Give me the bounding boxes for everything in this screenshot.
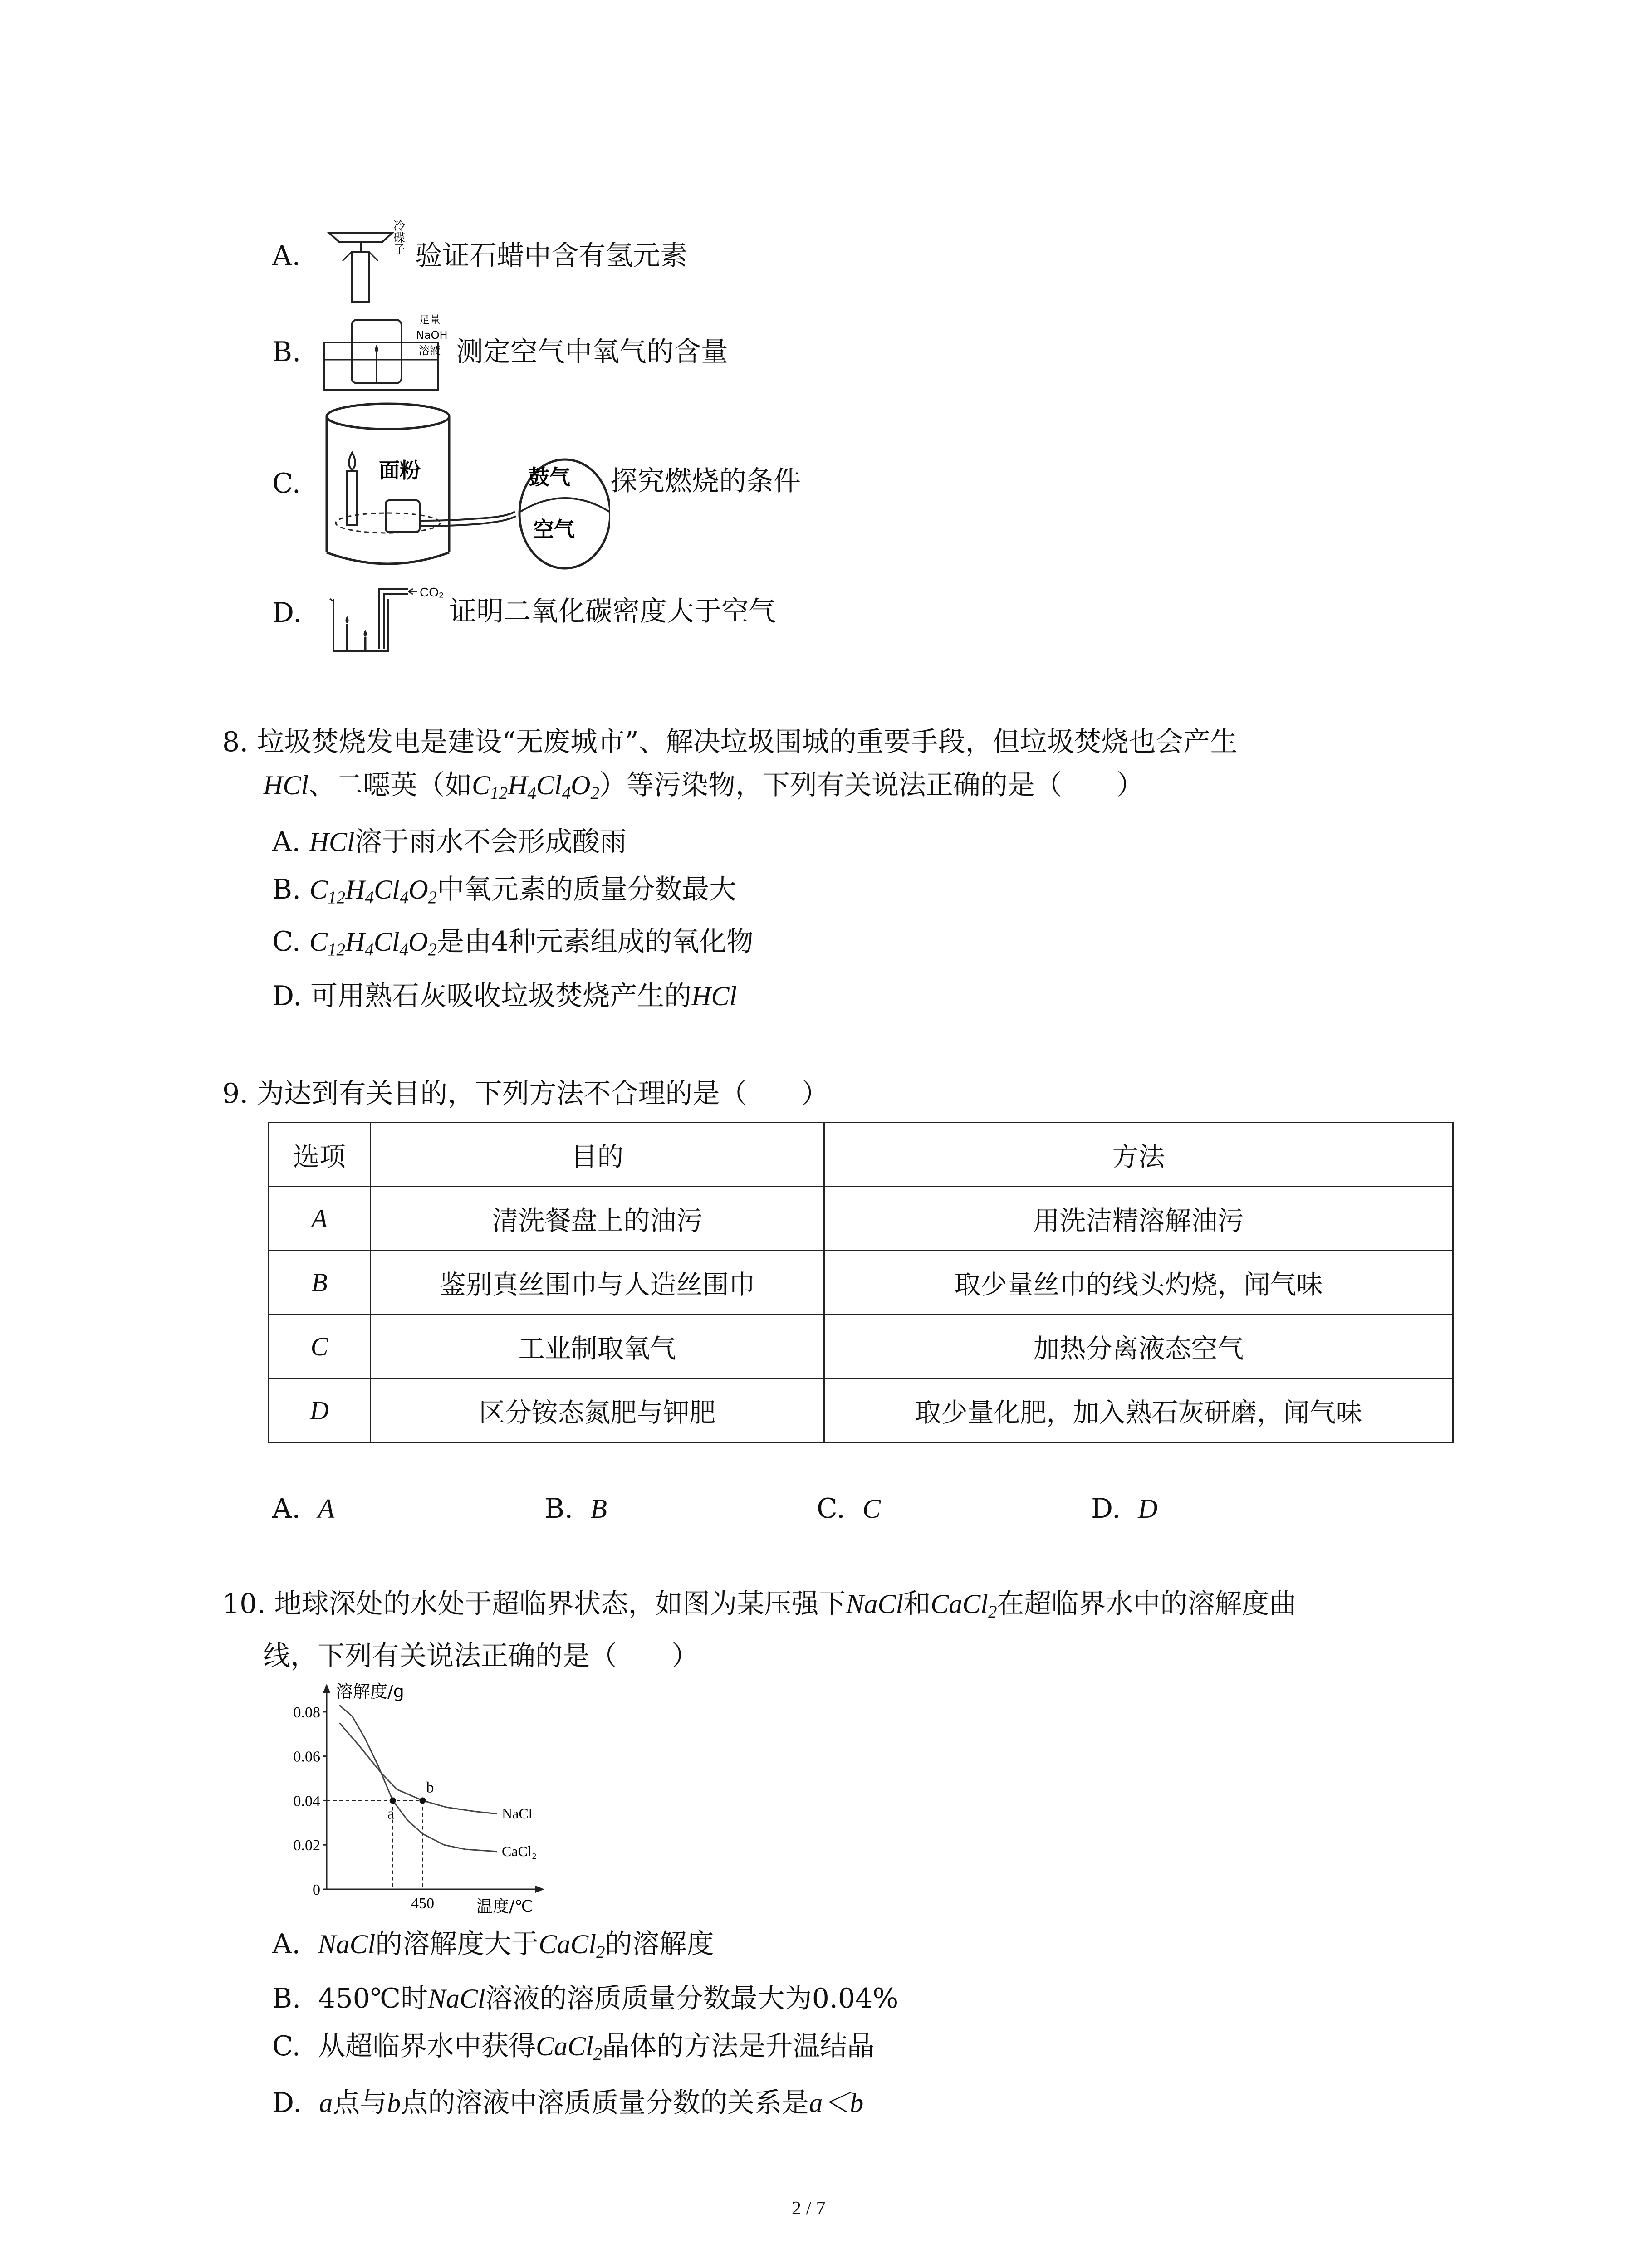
solubility-chart — [268, 1678, 558, 1914]
table-row — [269, 1187, 1453, 1251]
table-cell: 区分铵态氮肥与钾肥 — [371, 1378, 824, 1442]
q7-option-a-letter: A. — [272, 240, 301, 272]
q8-option-a: A. HCl溶于雨水不会形成酸雨 — [272, 826, 627, 858]
table-cell: B — [269, 1251, 371, 1315]
q9-answer-b: B. B — [544, 1493, 607, 1525]
table-cell: A — [269, 1187, 371, 1251]
y-tick-label: 0.06 — [293, 1748, 320, 1765]
q10-option-b: B. 450℃时NaCl溶液的溶质质量分数最大为0.04% — [272, 1983, 899, 2014]
fig-label: CO₂ — [420, 585, 444, 599]
fig-label: 鼓气 — [529, 465, 570, 489]
fig-label: 冷 — [393, 220, 406, 233]
cooling-dish-candle-figure — [324, 220, 415, 304]
series-line-1 — [339, 1705, 497, 1852]
fig-label: 空气 — [533, 517, 575, 542]
q7-option-a-text: 验证石蜡中含有氢元素 — [415, 240, 687, 272]
q8-stem-line2: HCl、二噁英（如$C_{12}H_4Cl_4O_2$）等污染物，下列有关说法正确的是（ ） — [263, 769, 1144, 803]
series-label: NaCl — [502, 1805, 533, 1822]
x-axis-arrow — [535, 1886, 544, 1893]
q8-option-b: B. $C_{12}H_4Cl_4O_2$中氧元素的质量分数最大 — [272, 874, 737, 907]
fig-label: 面粉 — [379, 458, 421, 483]
x-tick-label: 450 — [411, 1895, 434, 1912]
table-cell: 加热分离液态空气 — [824, 1315, 1453, 1378]
table-header-row — [269, 1123, 1453, 1187]
table-cell: C — [269, 1315, 371, 1378]
table-row — [269, 1378, 1453, 1442]
point-label: a — [387, 1805, 394, 1823]
q9-answer-c: C. C — [817, 1493, 881, 1525]
table-cell: 取少量丝巾的线头灼烧，闻气味 — [824, 1251, 1453, 1315]
q7-option-b-text: 测定空气中氧气的含量 — [456, 336, 728, 368]
fig-label: 子 — [393, 243, 406, 257]
point-a — [390, 1797, 396, 1804]
q8-stem-line1: 8. 垃圾焚烧发电是建设“无废城市”、解决垃圾围城的重要手段，但垃圾焚烧也会产生 — [222, 726, 1238, 758]
table-cell: 工业制取氧气 — [371, 1315, 824, 1378]
q7-option-c-text: 探究燃烧的条件 — [610, 465, 801, 497]
x-axis-label: 温度/℃ — [476, 1897, 533, 1914]
series-label: CaCl₂ — [502, 1843, 537, 1859]
table-header: 目的 — [371, 1123, 824, 1187]
y-axis-label: 溶解度/g — [336, 1681, 404, 1701]
fig-label: 足量 — [419, 313, 441, 326]
y-tick-label: 0.02 — [293, 1837, 320, 1854]
flour-combustion-figure — [315, 398, 610, 580]
fig-label: NaOH — [416, 329, 448, 342]
fig-label: 溶液 — [419, 344, 441, 357]
q7-option-b-letter: B. — [272, 336, 301, 368]
table-cell: 用洗洁精溶解油污 — [824, 1187, 1453, 1251]
bell-jar-trough-figure — [320, 311, 456, 395]
q7-option-d-letter: D. — [272, 597, 302, 629]
q8-option-c: C. $C_{12}H_4Cl_4O_2$是由4种元素组成的氧化物 — [272, 926, 754, 959]
y-tick-label: 0 — [313, 1882, 320, 1898]
q8-option-d: D. 可用熟石灰吸收垃圾焚烧产生的HCl — [272, 980, 737, 1012]
table-row — [269, 1315, 1453, 1378]
q10-option-c: C. 从超临界水中获得CaCl$_2$晶体的方法是升温结晶 — [272, 2030, 875, 2064]
co2-beaker-figure — [320, 576, 451, 660]
q10-option-d: D. a点与b点的溶液中溶质质量分数的关系是a＜b — [272, 2087, 864, 2119]
point-b — [420, 1797, 426, 1804]
y-tick-label: 0.04 — [293, 1793, 320, 1810]
table-cell: D — [269, 1378, 371, 1442]
y-tick-label: 0.08 — [293, 1704, 320, 1721]
q7-option-d-text: 证明二氧化碳密度大于空气 — [449, 596, 776, 627]
table-header: 选项 — [269, 1123, 371, 1187]
q9-answer-a: A. A — [272, 1493, 335, 1525]
fig-label: 碟 — [393, 231, 406, 245]
y-axis-arrow — [323, 1684, 330, 1693]
point-label: b — [426, 1779, 434, 1796]
q10-stem-line1: 10. 地球深处的水处于超临界状态，如图为某压强下NaCl和CaCl$_2$在超临界水中的溶解度曲 — [222, 1588, 1297, 1622]
q10-stem-line2: 线，下列有关说法正确的是（ ） — [263, 1640, 699, 1672]
table-cell: 清洗餐盘上的油污 — [371, 1187, 824, 1251]
q9-table — [268, 1122, 1454, 1439]
q7-option-c-letter: C. — [272, 468, 301, 499]
q10-option-a: A. NaCl的溶解度大于CaCl$_2$的溶解度 — [272, 1928, 714, 1962]
q9-answer-d: D. D — [1091, 1493, 1158, 1525]
table-header: 方法 — [824, 1123, 1453, 1187]
table-row — [269, 1251, 1453, 1315]
page-number: 2 / 7 — [792, 2198, 826, 2219]
table-cell: 取少量化肥，加入熟石灰研磨，闻气味 — [824, 1378, 1453, 1442]
q9-stem: 9. 为达到有关目的，下列方法不合理的是（ ） — [222, 1078, 829, 1110]
table-cell: 鉴别真丝围巾与人造丝围巾 — [371, 1251, 824, 1315]
